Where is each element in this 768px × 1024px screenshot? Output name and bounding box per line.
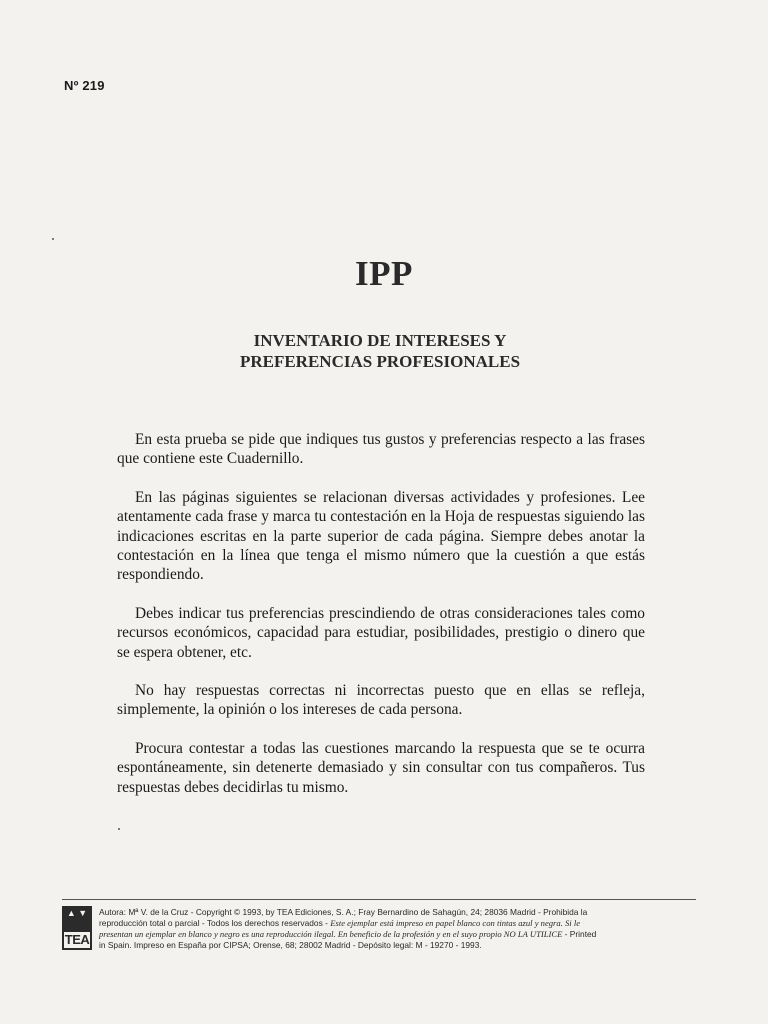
copyright-line-2-plain: reproducción total o parcial - Todos los derechos reservados -	[99, 918, 331, 928]
instruction-paragraph: Debes indicar tus preferencias prescindiendo de otras consideraciones tales como recursos económicos, capacidad para estudiar, posibilidades, prestigio o dinero que se espera obtener, etc.	[117, 604, 645, 661]
subtitle-line-1: INVENTARIO DE INTERESES Y	[253, 331, 507, 350]
subtitle-line-2: PREFERENCIAS PROFESIONALES	[239, 352, 521, 371]
copyright-line-3-italic: presentan un ejemplar en blanco y negro es una reproducción ilegal. En beneficio de la profesión y en el suyo propio NO LA UTILICE	[99, 929, 563, 939]
scan-speck	[52, 238, 54, 240]
copyright-notice	[99, 907, 699, 951]
document-subtitle	[0, 330, 760, 372]
instruction-paragraph: No hay respuestas correctas ni incorrectas puesto que en ellas se refleja, simplemente, la opinión o los intereses de cada persona.	[117, 682, 645, 719]
logo-text: TEA	[64, 932, 90, 947]
instruction-paragraph: En esta prueba se pide que indiques tus gustos y preferencias respecto a las frases que contiene este Cuadernillo.	[117, 431, 645, 468]
copyright-line-4: in Spain. Impreso en España por CIPSA; Orense, 68; 28002 Madrid - Depósito legal: M - 19270 - 1993.	[99, 940, 482, 950]
copyright-line-2-italic: Este ejemplar está impreso en papel blanco con tintas azul y negra. Si le	[330, 918, 581, 928]
instructions-body	[117, 430, 645, 816]
copyright-line-3-plain: - Printed	[562, 929, 597, 939]
scan-speck	[118, 828, 120, 830]
document-number: Nº 219	[64, 78, 105, 93]
footer-divider	[62, 899, 696, 900]
copyright-line-1: Autora: Mª V. de la Cruz - Copyright © 1993, by TEA Ediciones, S. A.; Fray Bernardino de Sahagún, 24; 28036 Madrid - Prohibida la	[99, 907, 588, 917]
instruction-paragraph: En las páginas siguientes se relacionan diversas actividades y profesiones. Lee atentamente cada frase y marca tu contestación en la Hoja de respuestas siguiendo las indicaciones escritas en la parte superior de cada página. Siempre debes anotar la contestación en la línea que tenga el mismo número que la cuestión a que estás respondiendo.	[117, 488, 645, 584]
copyright-line-3	[99, 929, 699, 940]
instruction-paragraph: Procura contestar a todas las cuestiones marcando la respuesta que se te ocurra espontáneamente, sin detenerte demasiado y sin consultar con tus compañeros. Tus respuestas debes decidirlas tu mismo.	[117, 739, 645, 796]
logo-arrows-icon: ▲ ▼	[66, 908, 88, 918]
tea-logo	[62, 906, 92, 950]
document-title: IPP	[355, 254, 413, 293]
copyright-line-2	[99, 918, 699, 929]
